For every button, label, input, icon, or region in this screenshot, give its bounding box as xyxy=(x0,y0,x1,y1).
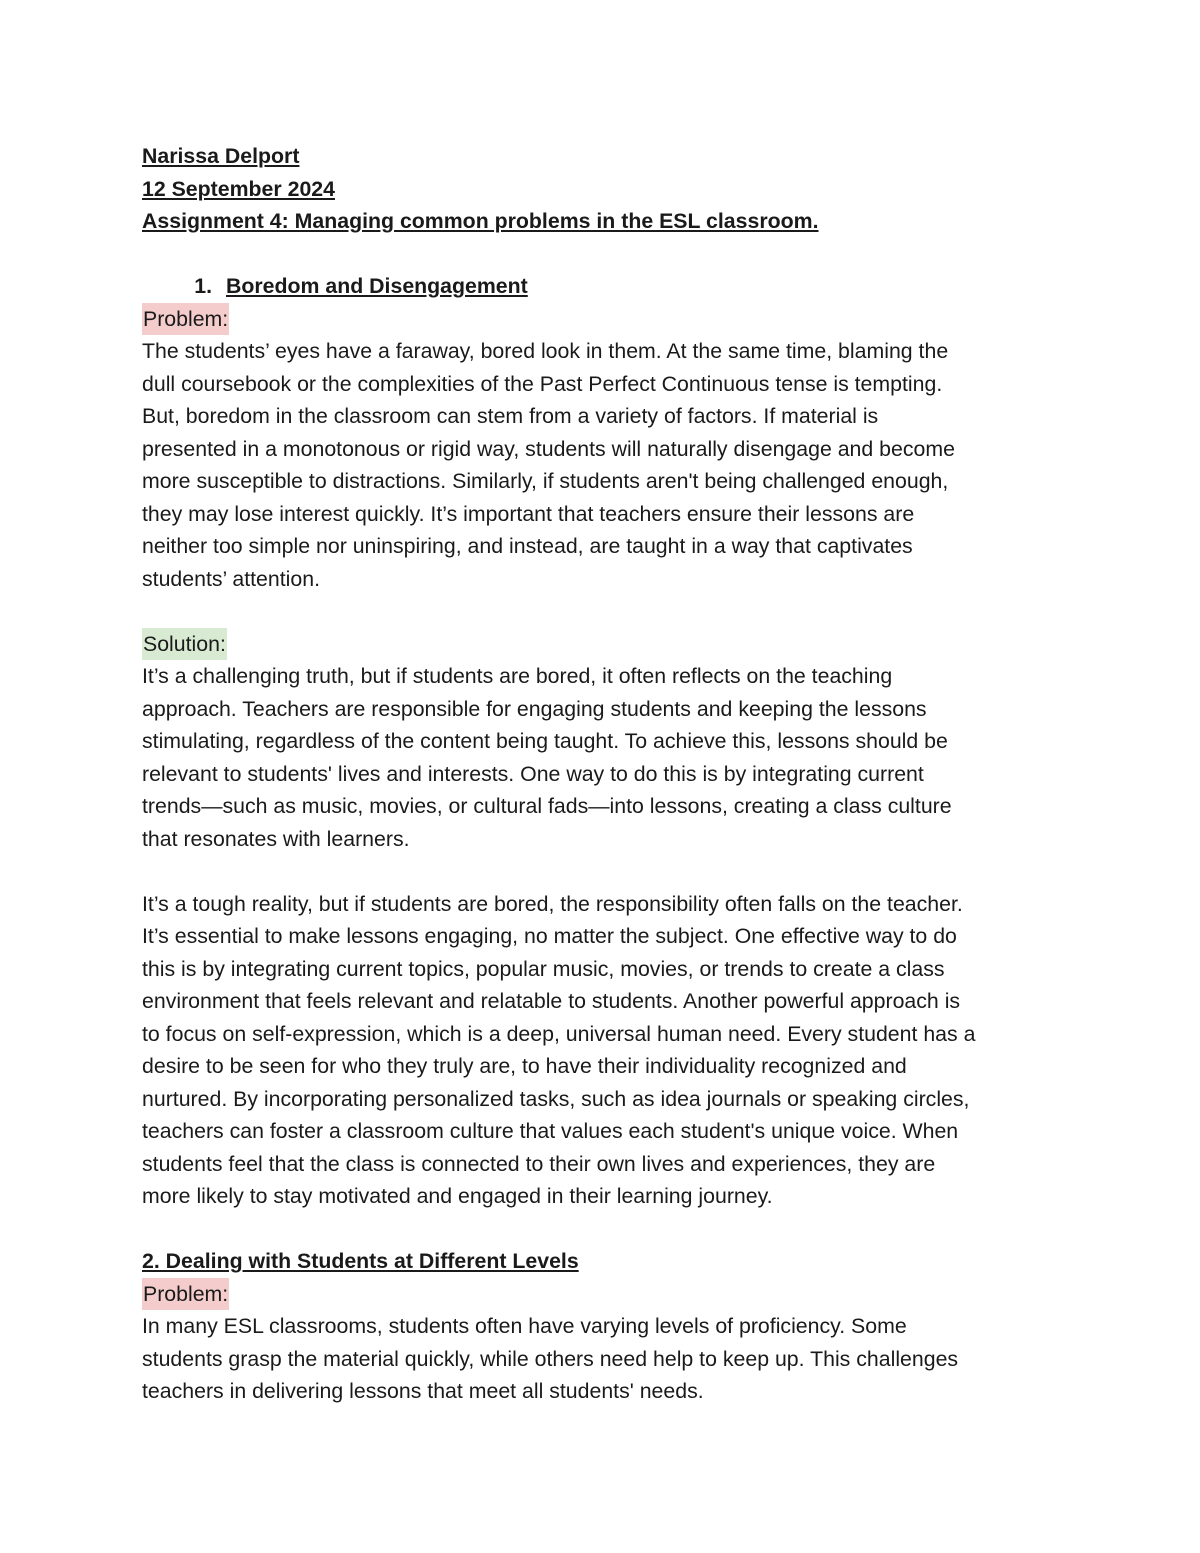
section-2-heading: 2. Dealing with Students at Different Levels xyxy=(142,1249,579,1273)
paragraph-line: more susceptible to distractions. Similarly, if students aren't being challenged enough, xyxy=(142,469,949,493)
section-2-problem-paragraph xyxy=(142,1310,1072,1408)
paragraph-line: But, boredom in the classroom can stem from a variety of factors. If material is xyxy=(142,404,879,428)
blank-line xyxy=(142,1213,1072,1246)
paragraph-line: It’s essential to make lessons engaging, no matter the subject. One effective way to do xyxy=(142,924,957,948)
paragraph-line: In many ESL classrooms, students often have varying levels of proficiency. Some xyxy=(142,1314,907,1338)
paragraph-line: students feel that the class is connected to their own lives and experiences, they are xyxy=(142,1151,936,1176)
section-1-title: Boredom and Disengagement xyxy=(226,274,528,298)
paragraph-line: stimulating, regardless of the content being taught. To achieve this, lessons should be xyxy=(142,729,948,753)
paragraph-line: presented in a monotonous or rigid way, students will naturally disengage and become xyxy=(142,436,955,461)
problem-label: Problem: xyxy=(142,303,229,336)
paragraph-line: teachers in delivering lessons that meet all students' needs. xyxy=(142,1379,704,1403)
problem-label: Problem: xyxy=(142,1278,229,1311)
paragraph-line: relevant to students' lives and interests. One way to do this is by integrating current xyxy=(142,761,924,786)
paragraph-line: dull coursebook or the complexities of the Past Perfect Continuous tense is tempting. xyxy=(142,371,943,396)
paragraph-line: environment that feels relevant and relatable to students. Another powerful approach is xyxy=(142,989,961,1013)
paragraph-line: nurtured. By incorporating personalized tasks, such as idea journals or speaking circles, xyxy=(142,1086,970,1111)
section-1-problem-paragraph xyxy=(142,335,1072,595)
section-1-solution-label-row xyxy=(142,628,1072,661)
paragraph-line: approach. Teachers are responsible for engaging students and keeping the lessons xyxy=(142,696,927,721)
section-2-problem-label-row xyxy=(142,1278,1072,1311)
solution-label: Solution: xyxy=(142,628,227,661)
paragraph-line: teachers can foster a classroom culture that values each student's unique voice. When xyxy=(142,1119,959,1143)
paragraph-line: It’s a tough reality, but if students are bored, the responsibility often falls on the teacher. xyxy=(142,891,963,916)
paragraph-line: students grasp the material quickly, while others need help to keep up. This challenges xyxy=(142,1346,959,1371)
paragraph-line: they may lose interest quickly. It’s important that teachers ensure their lessons are xyxy=(142,501,915,526)
paragraph-line: more likely to stay motivated and engaged in their learning journey. xyxy=(142,1184,773,1208)
paragraph-line: students’ attention. xyxy=(142,566,320,591)
author-name: Narissa Delport xyxy=(142,144,300,168)
paragraph-line: trends—such as music, movies, or cultural fads—into lessons, creating a class culture xyxy=(142,794,952,818)
section-1-heading xyxy=(142,270,1072,303)
section-1-solution-paragraph xyxy=(142,660,1072,855)
document-page xyxy=(142,140,1072,1408)
document-date: 12 September 2024 xyxy=(142,176,335,201)
blank-line xyxy=(142,855,1072,888)
paragraph-line: that resonates with learners. xyxy=(142,826,410,851)
paragraph-line: neither too simple nor uninspiring, and instead, are taught in a way that captivates xyxy=(142,534,913,558)
paragraph-line: this is by integrating current topics, popular music, movies, or trends to create a class xyxy=(142,956,945,981)
assignment-title: Assignment 4: Managing common problems in the ESL classroom. xyxy=(142,209,819,233)
paragraph-line: It’s a challenging truth, but if students are bored, it often reflects on the teaching xyxy=(142,664,893,688)
section-1-problem-label-row xyxy=(142,303,1072,336)
section-1-extra-paragraph xyxy=(142,888,1072,1213)
section-1-number: 1. xyxy=(194,274,212,298)
paragraph-line: to focus on self-expression, which is a deep, universal human need. Every student has a xyxy=(142,1021,976,1046)
blank-line xyxy=(142,238,1072,271)
blank-line xyxy=(142,595,1072,628)
paragraph-line: desire to be seen for who they truly are, to have their individuality recognized and xyxy=(142,1054,907,1078)
paragraph-line: The students’ eyes have a faraway, bored look in them. At the same time, blaming the xyxy=(142,339,949,363)
